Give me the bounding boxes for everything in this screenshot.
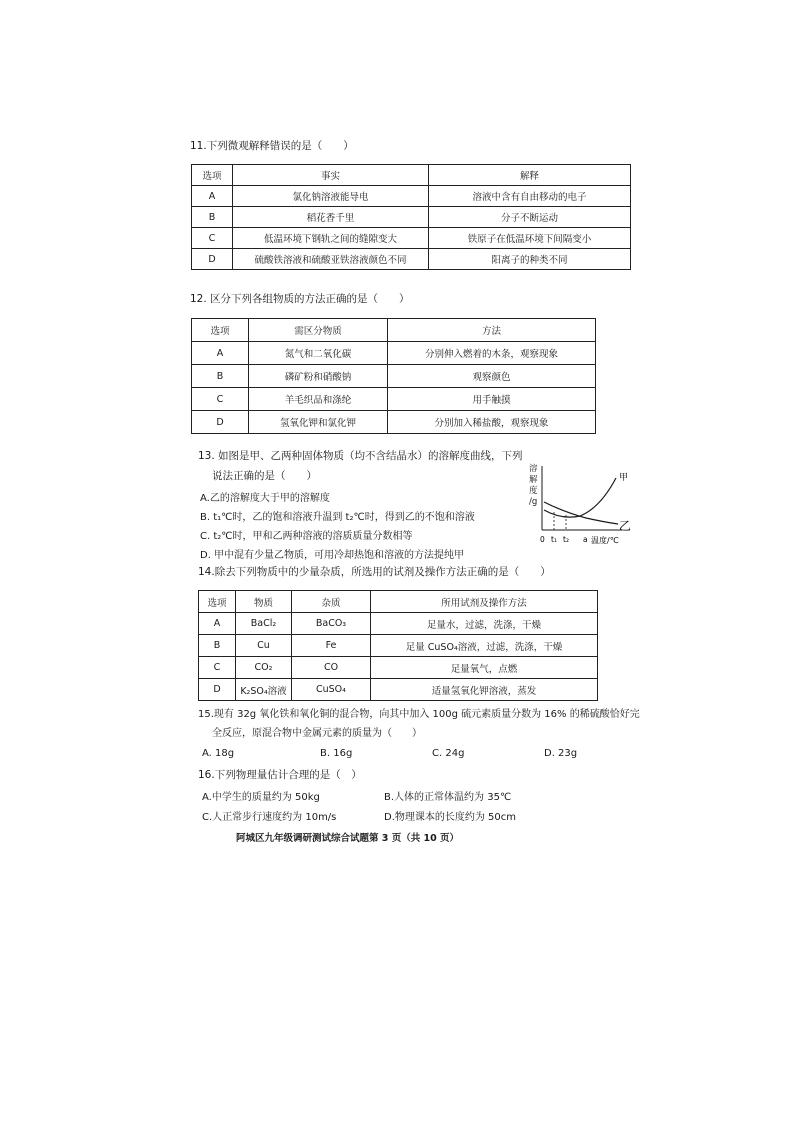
x-tick: 0	[540, 535, 545, 544]
x-tick: t₁	[551, 535, 557, 544]
table-cell: A	[192, 186, 233, 207]
table-cell: 分别伸入燃着的木条，观察现象	[388, 342, 596, 365]
table-row	[192, 319, 596, 342]
table-cell: BaCl₂	[236, 613, 292, 635]
table-cell: 适量氢氧化钾溶液，蒸发	[371, 679, 598, 701]
q16-option-c: C.人正常步行速度约为 10m/s	[202, 812, 337, 823]
table-cell: 磷矿粉和硝酸钠	[249, 365, 388, 388]
table-cell: 氢氧化钾和氯化钾	[249, 411, 388, 434]
table-cell: CuSO₄	[292, 679, 371, 701]
table-cell: Fe	[292, 635, 371, 657]
table-cell: CO	[292, 657, 371, 679]
q16-option-b: B.人体的正常体温约为 35℃	[384, 792, 512, 803]
q15-option-c: C. 24g	[432, 748, 465, 759]
graph-ylabel: /g	[529, 497, 538, 507]
table-row	[192, 388, 596, 411]
q15-stem-line1: 15.现有 32g 氧化铁和氧化铜的混合物，向其中加入 100g 硫元素质量分数为 16% 的稀硫酸恰好完	[198, 709, 640, 720]
table-row	[192, 165, 631, 186]
table-row	[192, 342, 596, 365]
table-cell: 低温环境下钢轨之间的缝隙变大	[233, 228, 429, 249]
table-cell: D	[192, 411, 249, 434]
table-cell: 足量水，过滤，洗涤，干燥	[371, 613, 598, 635]
table-header: 选项	[192, 319, 249, 342]
q11-stem: 11.下列微观解释错误的是（ ）	[190, 140, 354, 152]
table-header: 解释	[429, 165, 631, 186]
table-cell: A	[199, 613, 236, 635]
table-row	[192, 365, 596, 388]
table-cell: 观察颜色	[388, 365, 596, 388]
x-tick: a	[583, 535, 588, 544]
table-row	[199, 679, 598, 701]
q13-stem-line1: 13. 如图是甲、乙两种固体物质（均不含结晶水）的溶解度曲线，下列	[198, 450, 523, 462]
table-cell: 氮气和二氧化碳	[249, 342, 388, 365]
table-cell: 铁原子在低温环境下间隔变小	[429, 228, 631, 249]
table-cell: 足量氧气，点燃	[371, 657, 598, 679]
table-cell: Cu	[236, 635, 292, 657]
table-header: 选项	[192, 165, 233, 186]
table-cell: C	[199, 657, 236, 679]
q11-table	[191, 164, 631, 270]
table-row	[199, 591, 598, 613]
graph-xlabel: 温度/℃	[591, 536, 619, 545]
q13-option-a: A.乙的溶解度大于甲的溶解度	[200, 493, 330, 504]
table-cell: C	[192, 228, 233, 249]
graph-ylabel: 解	[529, 475, 538, 485]
q15-stem-line2: 全反应，原混合物中金属元素的质量为（ ）	[212, 728, 422, 739]
q15-option-d: D. 23g	[544, 748, 578, 759]
q13-option-d: D. 甲中混有少量乙物质，可用冷却热饱和溶液的方法提纯甲	[200, 550, 465, 561]
table-cell: B	[192, 207, 233, 228]
table-cell: 用手触摸	[388, 388, 596, 411]
table-cell: 分别加入稀盐酸，观察现象	[388, 411, 596, 434]
table-cell: K₂SO₄溶液	[236, 679, 292, 701]
q13-option-c: C. t₂℃时，甲和乙两种溶液的溶质质量分数相等	[200, 531, 413, 542]
curve-yi-label: 乙	[619, 519, 632, 533]
table-cell: 分子不断运动	[429, 207, 631, 228]
q13-option-b: B. t₁℃时，乙的饱和溶液升温到 t₂℃时，得到乙的不饱和溶液	[200, 512, 475, 523]
table-row	[199, 635, 598, 657]
table-cell: 阳离子的种类不同	[429, 249, 631, 270]
table-cell: D	[192, 249, 233, 270]
table-cell: BaCO₃	[292, 613, 371, 635]
graph-ylabel: 溶	[529, 464, 538, 474]
table-cell: 羊毛织品和涤纶	[249, 388, 388, 411]
table-header: 事实	[233, 165, 429, 186]
table-row	[192, 186, 631, 207]
table-cell: 溶液中含有自由移动的电子	[429, 186, 631, 207]
curve-jia	[544, 478, 616, 517]
table-cell: 氯化钠溶液能导电	[233, 186, 429, 207]
table-row	[192, 228, 631, 249]
table-row	[192, 249, 631, 270]
table-cell: C	[192, 388, 249, 411]
q13-stem-line2: 说法正确的是（ ）	[212, 470, 317, 482]
table-header: 杂质	[292, 591, 371, 613]
q14-stem: 14.除去下列物质中的少量杂质，所选用的试剂及操作方法正确的是（ ）	[198, 566, 551, 578]
table-header: 需区分物质	[249, 319, 388, 342]
q15-option-b: B. 16g	[320, 748, 353, 759]
q15-option-a: A. 18g	[202, 748, 235, 759]
table-cell: B	[192, 365, 249, 388]
table-row	[192, 411, 596, 434]
table-row	[199, 613, 598, 635]
table-cell: A	[192, 342, 249, 365]
table-cell: 足量 CuSO₄溶液，过滤，洗涤，干燥	[371, 635, 598, 657]
table-header: 方法	[388, 319, 596, 342]
q16-option-d: D.物理课本的长度约为 50cm	[384, 812, 517, 823]
x-tick: t₂	[563, 535, 569, 544]
table-cell: D	[199, 679, 236, 701]
table-header: 物质	[236, 591, 292, 613]
table-cell: 稻花香千里	[233, 207, 429, 228]
curve-yi	[544, 502, 618, 524]
curve-jia-label: 甲	[619, 473, 629, 483]
table-cell: B	[199, 635, 236, 657]
q12-table	[191, 318, 596, 434]
solubility-graph	[528, 458, 640, 558]
q16-option-a: A.中学生的质量约为 50kg	[202, 792, 320, 803]
graph-ylabel: 度	[529, 486, 538, 496]
q12-stem: 12. 区分下列各组物质的方法正确的是（ ）	[190, 293, 410, 305]
q14-table	[198, 590, 598, 701]
table-row	[192, 207, 631, 228]
page-footer: 阿城区九年级调研测试综合试题第 3 页（共 10 页）	[236, 833, 460, 844]
table-row	[199, 657, 598, 679]
table-cell: 硫酸铁溶液和硫酸亚铁溶液颜色不同	[233, 249, 429, 270]
table-header: 所用试剂及操作方法	[371, 591, 598, 613]
q16-stem: 16.下列物理量估计合理的是（ ）	[198, 769, 362, 781]
table-cell: CO₂	[236, 657, 292, 679]
table-header: 选项	[199, 591, 236, 613]
